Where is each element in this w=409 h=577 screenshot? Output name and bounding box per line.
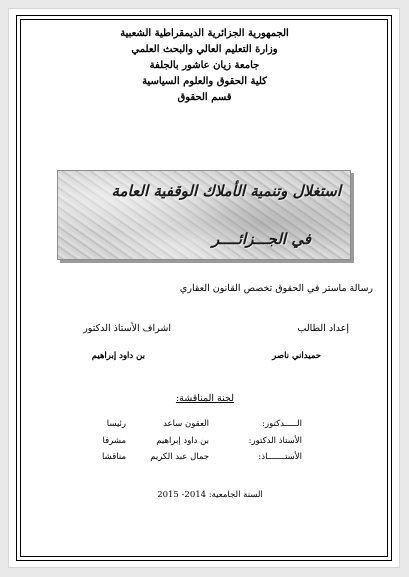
institution-header — [20, 26, 389, 106]
header-ministry: وزارة التعليم العالي والبحث العلمي — [131, 44, 278, 55]
thesis-title-sub: في الجـــزائــــر — [212, 230, 311, 248]
committee-row — [0, 419, 409, 433]
prepared-by-label: إعداد الطالب — [297, 323, 349, 334]
committee-member-role: مشرفا — [102, 436, 126, 446]
committee-member-title: الأستـــــــاذ: — [258, 452, 302, 462]
header-department: قسم الحقوق — [177, 92, 232, 103]
committee-member-role: مناقشا — [102, 452, 126, 462]
committee-row — [0, 452, 409, 466]
student-name: حميداني ناصر — [272, 351, 321, 361]
committee-title: لجنة المناقشة: — [175, 393, 235, 404]
committee-member-name: بن داود إبراهيم — [156, 436, 209, 446]
committee-member-name: العقون ساعد — [163, 419, 209, 429]
committee-member-role: رئيسا — [106, 419, 126, 429]
committee-member-title: الأستاذ الدكتور: — [248, 436, 302, 446]
header-republic: الجمهورية الجزائرية الديمقراطية الشعبية — [120, 28, 289, 39]
thesis-title-main: استغلال وتنمية الأملاك الوقفية العامة — [111, 182, 341, 200]
header-university: جامعة زيان عاشور بالجلفة — [149, 60, 260, 71]
supervisor-name: بن داود إبراهيم — [91, 351, 145, 361]
academic-year: السنة الجامعية: 2014- 2015 — [157, 490, 263, 500]
committee-member-title: الـــــدكتور: — [262, 419, 302, 429]
committee-row — [0, 436, 409, 450]
thesis-title-panel — [57, 170, 351, 260]
header-faculty: كلية الحقوق والعلوم السياسية — [142, 76, 267, 87]
committee-member-name: جمال عبد الكريم — [150, 452, 209, 462]
supervisor-label: اشراف الأستاذ الدكتور — [83, 323, 171, 334]
thesis-type: رسالة ماستر في الحقوق تخصص القانون العقاري — [179, 283, 373, 294]
